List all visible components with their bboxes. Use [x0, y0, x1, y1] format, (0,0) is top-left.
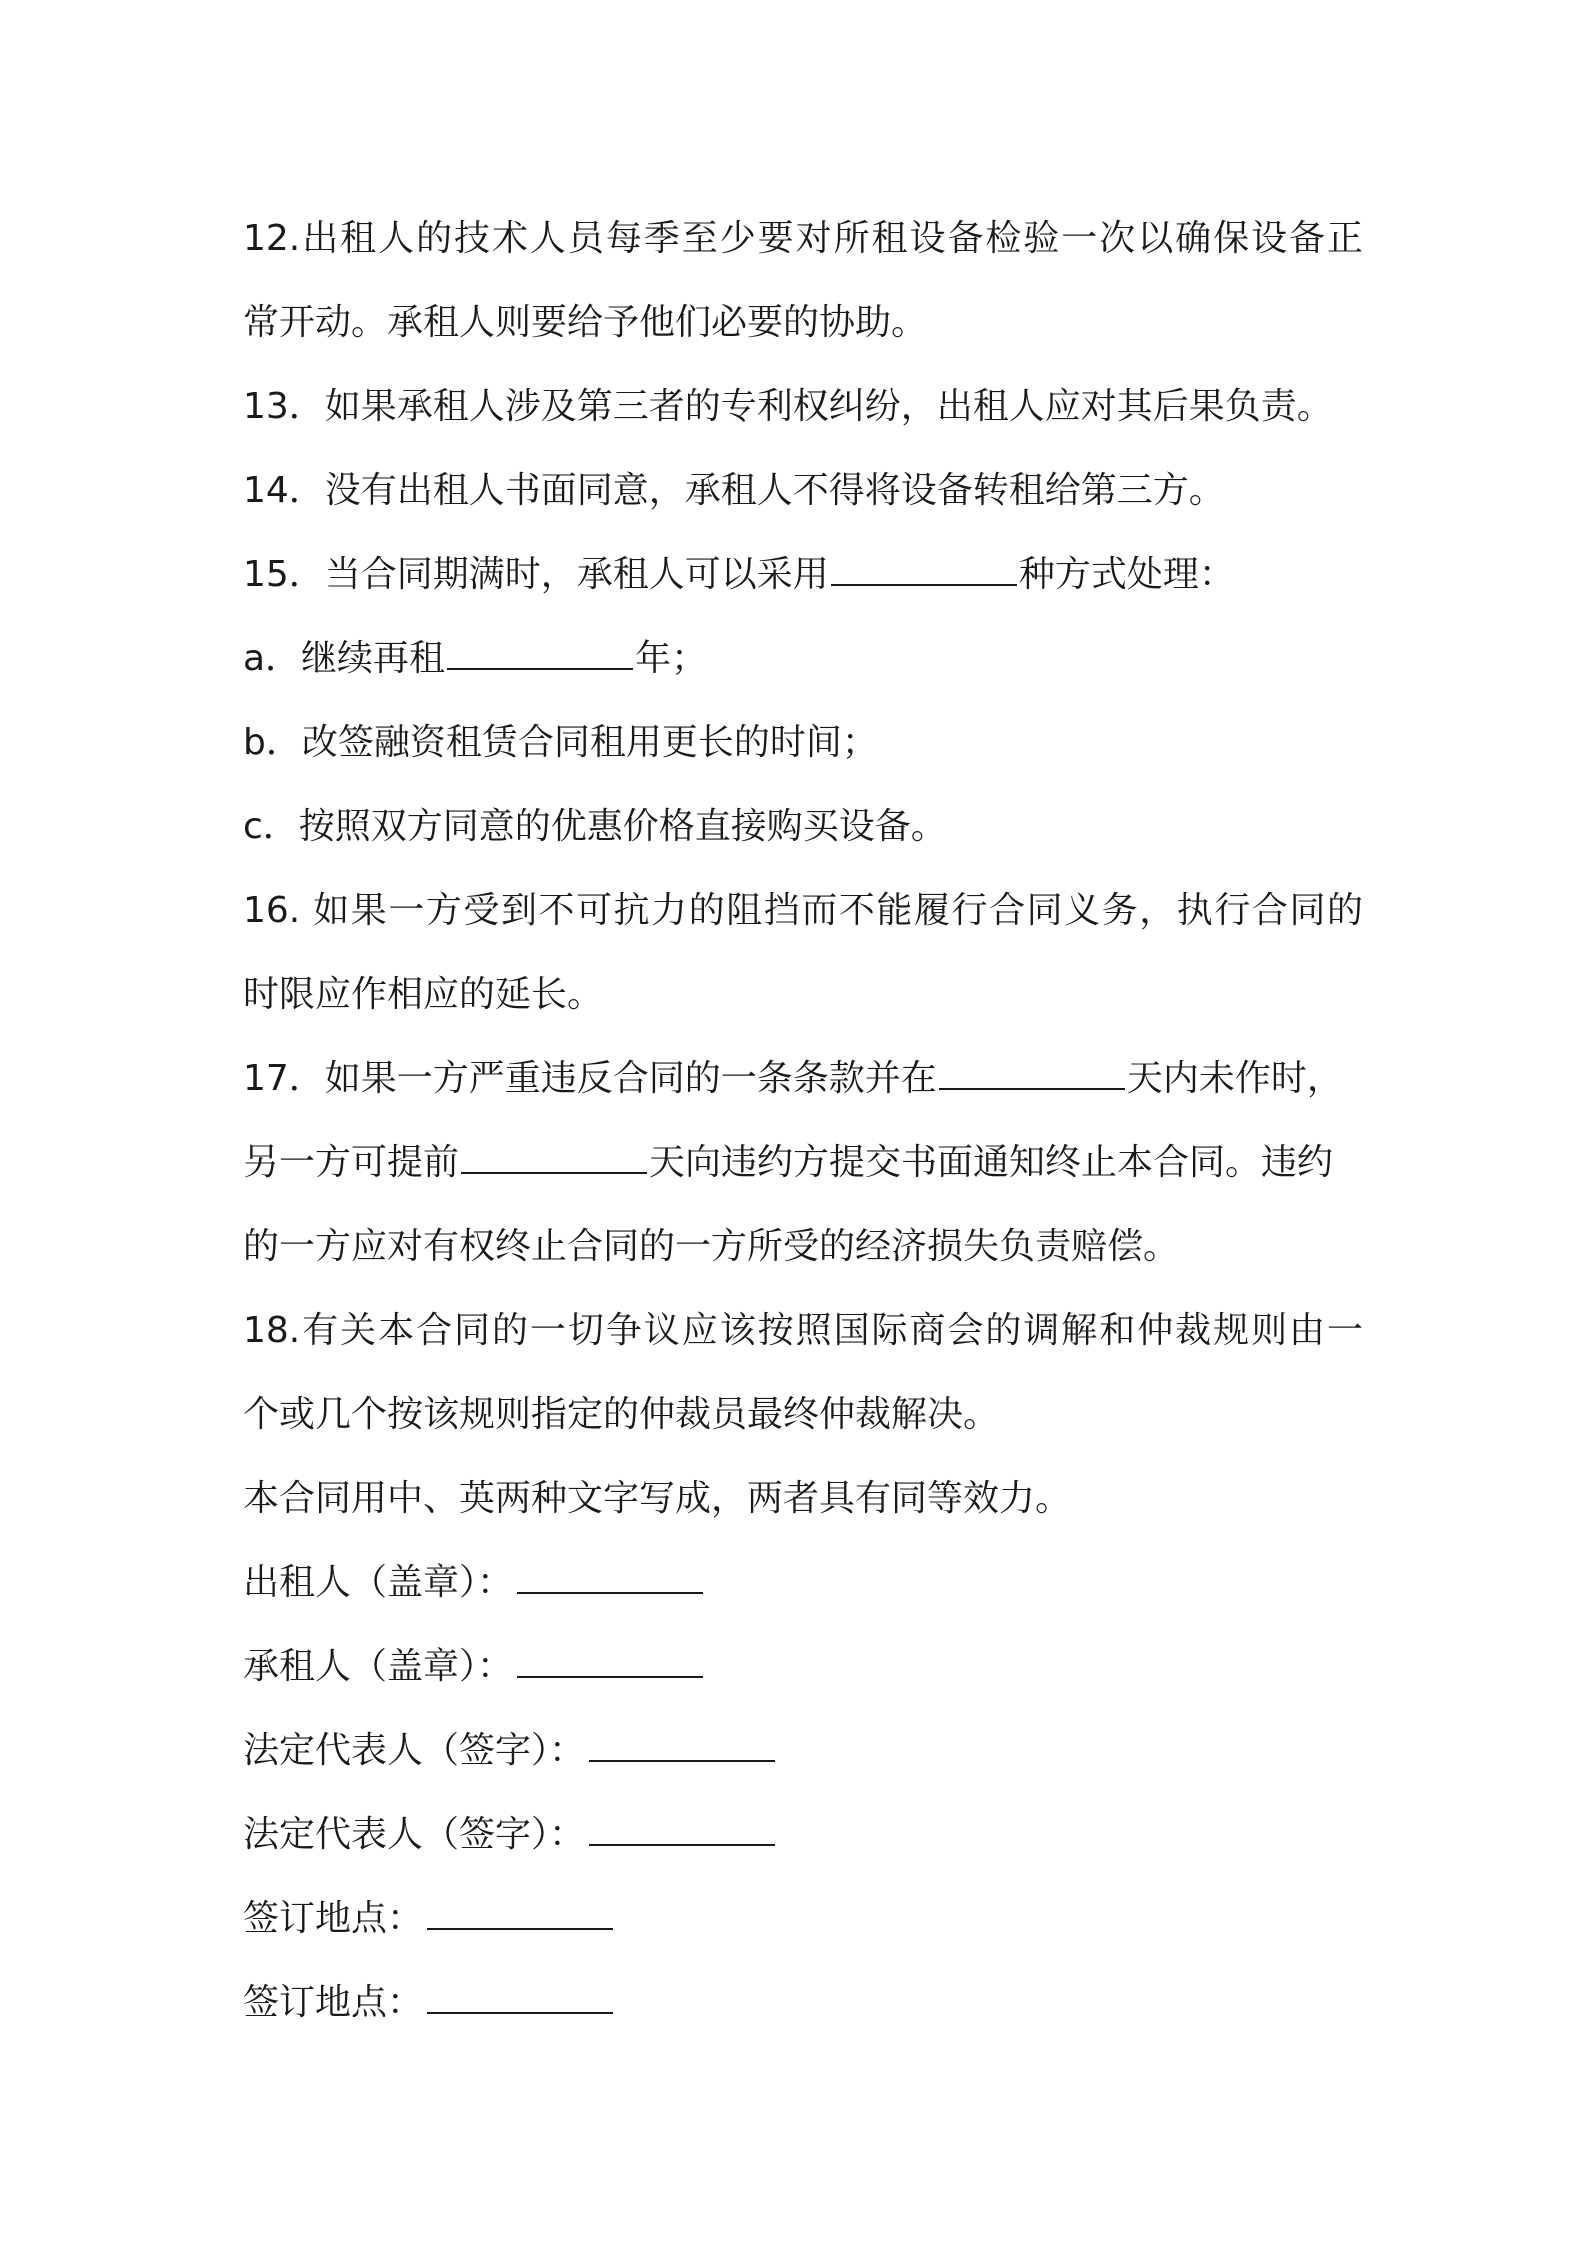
clause-17-line-1 — [243, 1037, 1363, 1121]
legal-rep-row-1 — [243, 1709, 1363, 1793]
signing-place-label-1: 签订地点： — [243, 1898, 424, 1939]
renewal-years-blank[interactable] — [447, 638, 633, 670]
lessor-seal-blank[interactable] — [517, 1562, 703, 1594]
renewal-methods-blank[interactable] — [831, 554, 1017, 586]
signing-place-row-1 — [243, 1877, 1363, 1961]
signing-place-blank-1[interactable] — [427, 1898, 613, 1930]
notice-days-blank[interactable] — [461, 1142, 647, 1174]
clause-13: 13．如果承租人涉及第三者的专利权纠纷，出租人应对其后果负责。 — [243, 386, 1333, 427]
clause-17-line-2 — [243, 1121, 1363, 1205]
lessee-seal-row — [243, 1625, 1363, 1709]
clause-12-line-2: 常开动。承租人则要给予他们必要的协助。 — [243, 302, 928, 343]
clause-12-line-1: 12.出租人的技术人员每季至少要对所租设备检验一次以确保设备正 — [243, 218, 1363, 259]
clause-17-line-2-after: 天向违约方提交书面通知终止本合同。违约 — [649, 1142, 1334, 1183]
lessor-seal-label: 出租人（盖章）： — [243, 1562, 514, 1603]
signing-place-row-2 — [243, 1961, 1363, 2045]
lessee-seal-blank[interactable] — [517, 1646, 703, 1678]
contract-body — [243, 197, 1363, 2045]
legal-rep-label-2: 法定代表人（签字）： — [243, 1814, 586, 1855]
signing-place-blank-2[interactable] — [427, 1982, 613, 2014]
option-a-after: 年； — [635, 638, 708, 679]
breach-days-blank[interactable] — [939, 1058, 1125, 1090]
clause-18-line-2: 个或几个按该规则指定的仲裁员最终仲裁解决。 — [243, 1394, 1000, 1435]
clause-14: 14．没有出租人书面同意，承租人不得将设备转租给第三方。 — [243, 470, 1225, 511]
clause-17-line-1-before: 17．如果一方严重违反合同的一条条款并在 — [243, 1058, 937, 1099]
option-b: b．改签融资租赁合同租用更长的时间； — [243, 722, 878, 763]
option-c: c．按照双方同意的优惠价格直接购买设备。 — [243, 806, 947, 847]
lessee-seal-label: 承租人（盖章）： — [243, 1646, 514, 1687]
clause-17-line-3: 的一方应对有权终止合同的一方所受的经济损失负责赔偿。 — [243, 1226, 1180, 1267]
option-a-before: a．继续再租 — [243, 638, 446, 679]
legal-rep-blank-1[interactable] — [589, 1730, 775, 1762]
legal-rep-row-2 — [243, 1793, 1363, 1877]
clause-16-line-2: 时限应作相应的延长。 — [243, 974, 604, 1015]
legal-rep-blank-2[interactable] — [589, 1814, 775, 1846]
lessor-seal-row — [243, 1541, 1363, 1625]
clause-18-line-1: 18.有关本合同的一切争议应该按照国际商会的调解和仲裁规则由一 — [243, 1310, 1363, 1351]
clause-15-after: 种方式处理： — [1018, 554, 1235, 595]
clause-15 — [243, 533, 1363, 617]
language-note: 本合同用中、英两种文字写成，两者具有同等效力。 — [243, 1478, 1072, 1519]
option-a — [243, 617, 1363, 701]
signing-place-label-2: 签订地点： — [243, 1982, 424, 2023]
clause-17-line-2-before: 另一方可提前 — [243, 1142, 460, 1183]
clause-17-line-1-after: 天内未作时， — [1126, 1058, 1343, 1099]
clause-15-before: 15．当合同期满时，承租人可以采用 — [243, 554, 829, 595]
legal-rep-label-1: 法定代表人（签字）： — [243, 1730, 586, 1771]
clause-16-line-1: 16. 如果一方受到不可抗力的阻挡而不能履行合同义务，执行合同的 — [243, 890, 1363, 931]
